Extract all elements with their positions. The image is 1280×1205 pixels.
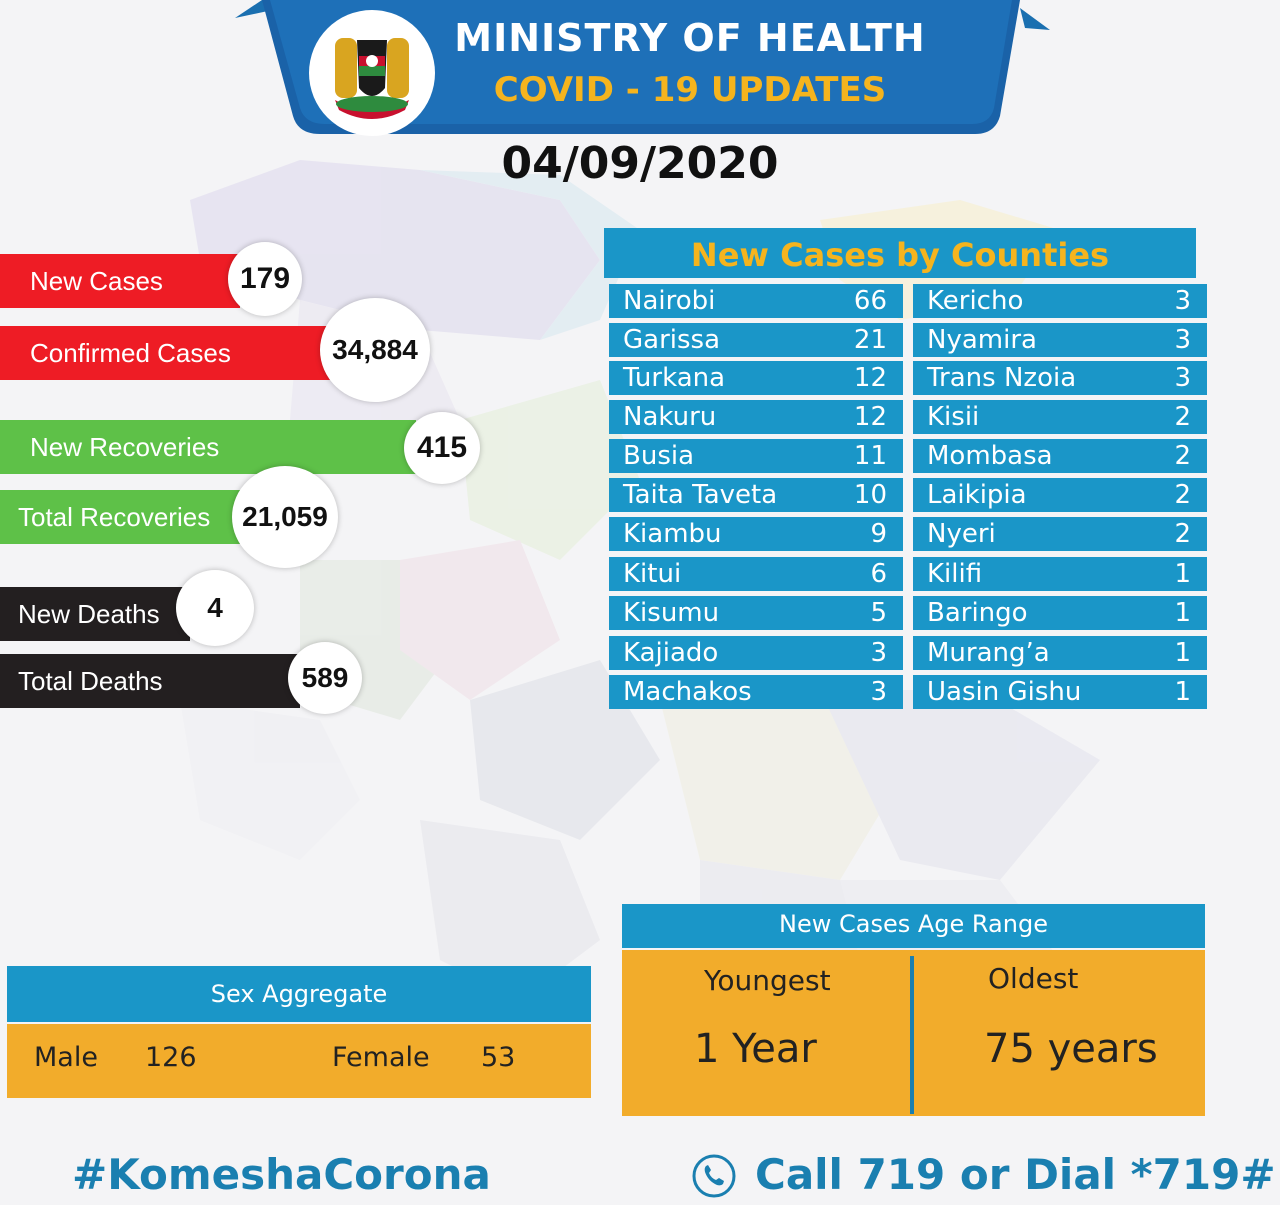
page-subtitle: COVID - 19 UPDATES — [493, 70, 887, 110]
confirmed-cases-label: Confirmed Cases — [30, 337, 231, 368]
total-deaths-bar — [0, 654, 300, 708]
county-count: 2 — [1174, 519, 1191, 549]
county-row — [913, 636, 1207, 670]
county-name: Nairobi — [623, 286, 716, 316]
county-count: 1 — [1174, 559, 1191, 589]
counties-title: New Cases by Counties — [604, 228, 1196, 278]
sex-aggregate-title: Sex Aggregate — [7, 966, 591, 1022]
county-count: 1 — [1174, 677, 1191, 707]
county-row — [609, 596, 903, 630]
county-name: Nyamira — [927, 325, 1037, 355]
county-count: 3 — [1174, 286, 1191, 316]
county-name: Kitui — [623, 559, 682, 589]
county-row — [609, 439, 903, 473]
male-value: 126 — [145, 1042, 197, 1073]
county-name: Kericho — [927, 286, 1024, 316]
county-row — [609, 361, 903, 395]
county-name: Kisii — [927, 402, 980, 432]
new-deaths-label: New Deaths — [18, 598, 160, 629]
county-name: Kiambu — [623, 519, 722, 549]
county-count: 3 — [1174, 325, 1191, 355]
confirmed-cases-value: 34,884 — [320, 298, 430, 402]
county-row — [913, 439, 1207, 473]
county-name: Nyeri — [927, 519, 996, 549]
county-count: 12 — [853, 402, 887, 432]
county-name: Mombasa — [927, 441, 1053, 471]
county-name: Turkana — [623, 363, 726, 393]
male-label: Male — [34, 1042, 98, 1073]
county-name: Machakos — [623, 677, 752, 707]
age-divider — [910, 956, 914, 1114]
county-row — [609, 400, 903, 434]
phone-icon — [692, 1154, 736, 1198]
youngest-value: 1 Year — [694, 1026, 817, 1072]
county-row — [609, 675, 903, 709]
new-deaths-bar — [0, 587, 190, 641]
county-row — [609, 478, 903, 512]
county-count: 12 — [853, 363, 887, 393]
page-title: MINISTRY OF HEALTH — [454, 16, 926, 60]
county-row — [913, 675, 1207, 709]
female-label: Female — [332, 1042, 430, 1073]
confirmed-cases-bar — [0, 326, 330, 380]
oldest-value: 75 years — [984, 1026, 1158, 1072]
new-cases-value: 179 — [228, 242, 302, 316]
county-row — [609, 284, 903, 318]
new-recoveries-value: 415 — [404, 412, 480, 484]
county-count: 11 — [853, 441, 887, 471]
county-name: Trans Nzoia — [927, 363, 1077, 393]
county-count: 2 — [1174, 480, 1191, 510]
total-deaths-value: 589 — [288, 642, 362, 714]
county-count: 1 — [1174, 638, 1191, 668]
county-row — [609, 517, 903, 551]
county-row — [913, 557, 1207, 591]
new-recoveries-label: New Recoveries — [30, 431, 220, 462]
female-value: 53 — [481, 1042, 516, 1073]
new-recoveries-bar — [0, 420, 416, 474]
county-row — [609, 323, 903, 357]
county-row — [609, 557, 903, 591]
county-name: Nakuru — [623, 402, 717, 432]
county-name: Busia — [623, 441, 695, 471]
county-count: 66 — [853, 286, 887, 316]
county-count: 6 — [870, 559, 887, 589]
new-cases-bar — [0, 254, 240, 308]
county-count: 21 — [853, 325, 887, 355]
county-name: Kisumu — [623, 598, 720, 628]
county-row — [913, 400, 1207, 434]
county-name: Uasin Gishu — [927, 677, 1082, 707]
county-count: 2 — [1174, 441, 1191, 471]
total-recoveries-label: Total Recoveries — [18, 501, 211, 532]
county-row — [913, 284, 1207, 318]
county-row — [913, 478, 1207, 512]
county-count: 3 — [1174, 363, 1191, 393]
youngest-label: Youngest — [704, 964, 831, 997]
new-deaths-value: 4 — [176, 570, 254, 646]
county-count: 2 — [1174, 402, 1191, 432]
county-count: 3 — [870, 677, 887, 707]
oldest-label: Oldest — [988, 962, 1079, 995]
county-row — [609, 636, 903, 670]
total-recoveries-bar — [0, 490, 242, 544]
county-count: 3 — [870, 638, 887, 668]
county-name: Kilifi — [927, 559, 983, 589]
county-name: Garissa — [623, 325, 721, 355]
county-row — [913, 517, 1207, 551]
county-name: Taita Taveta — [623, 480, 778, 510]
total-recoveries-value: 21,059 — [232, 466, 338, 568]
county-name: Kajiado — [623, 638, 719, 668]
county-name: Baringo — [927, 598, 1028, 628]
county-name: Laikipia — [927, 480, 1027, 510]
county-count: 5 — [870, 598, 887, 628]
county-name: Murang’a — [927, 638, 1050, 668]
age-range-panel — [622, 950, 1205, 1116]
county-row — [913, 323, 1207, 357]
new-cases-label: New Cases — [30, 265, 163, 296]
age-range-title: New Cases Age Range — [622, 904, 1205, 948]
total-deaths-label: Total Deaths — [18, 665, 163, 696]
report-date: 04/09/2020 — [501, 138, 779, 189]
county-count: 1 — [1174, 598, 1191, 628]
county-count: 10 — [853, 480, 887, 510]
kenya-coat-of-arms-icon — [305, 8, 440, 138]
county-row — [913, 361, 1207, 395]
county-count: 9 — [870, 519, 887, 549]
hashtag-text: #KomeshaCorona — [72, 1150, 491, 1199]
sex-aggregate-panel — [7, 1024, 591, 1098]
county-row — [913, 596, 1207, 630]
hotline-text: Call 719 or Dial *719# — [755, 1150, 1276, 1199]
